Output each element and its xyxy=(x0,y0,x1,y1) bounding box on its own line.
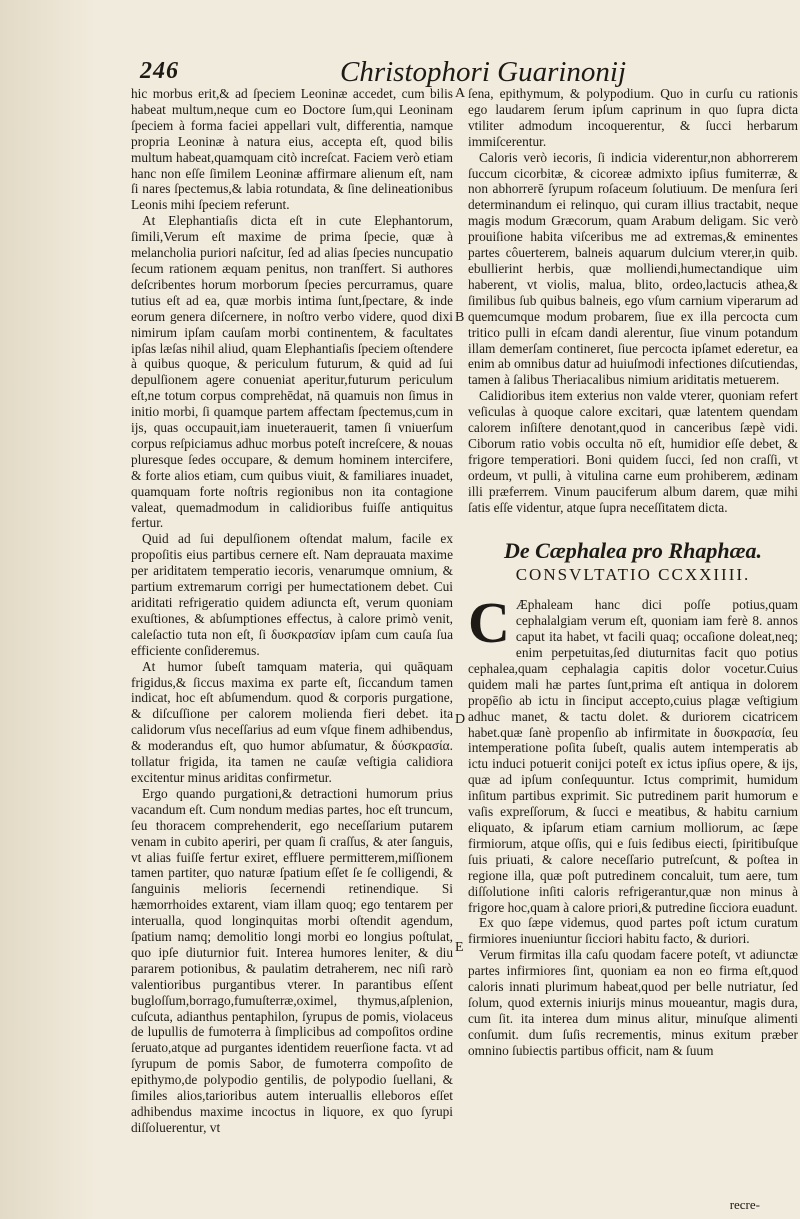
paragraph: Ergo quando purgationi,& detractioni humorum prius vacandum eſt. Cum nondum medias partes, hoc eſt truncum, ſeu thoracem comprehenderit, ego neceſſarium putarem venam in cubito aperiri, per quam ſi craſſus, & ater ſanguis, vt alias fuiſſe fertur exiret, effluere permitterem,miſſionem tamen partiter, quo naturæ ſpatium eſſet ſe ſe colligendi, & ſanguinis melioris ſecernendi retinendique. Si hæmorrhoides extarent, viam illam quoq; ego tentarem per interualla, quod longinquitas morbi oſtendit agendum, ſpatium namq; demolitio longi morbi eo longius poſtulat, quo ipſe diuturnior fuit. Interea humores leniter, & diu pararem potionibus, & paulatim detraherem, nec niſi rarò valentioribus purgantibus vterer. In parantibus eſſent bugloſſum,borrago,fumuſterræ,oximel, thymus,aſplenion, cuſcuta, adianthus pentaphilon, ſyrupus de pomis, violaceus de lupullis de fumoterra à ſimplicibus ad compoſitos ordine ſeruato,atque ad purgantes identidem reuerſione facta. vt ad ſyrupum de pomis Sabor, de fumoterra compoſito de epithymo,de polypodio gentilis, de polypodio ſuellani, & ſimiles alios,tarioribus autem interuallis elleboros eſſet adhibendus maxime incoctus in liquore, ex quo ſyrupi diſſoluerentur, vt xyxy=(131,785,453,1135)
margin-letter-e: E xyxy=(455,940,464,955)
paragraph: ſena, epithymum, & polypodium. Quo in curſu cu rationis ego laudarem ſerum ipſum caprinum in quo ſupra dicta vtiliter admodum incoquerentur, & ſucci herbarum immiſcerentur. xyxy=(468,86,798,149)
running-head: Christophori Guarinonij xyxy=(340,56,627,88)
paragraph: Verum firmitas illa caſu quodam facere poteſt, vt adiunctæ partes infirmiores ſint, quoniam ea non eo firma eſt,quod caloris innati plurimum habeat,quod per belle nutriatur, ſed ſolum, quod externis iniurijs minus moueantur, magis dura, cum ſit. ita interea dum minus alitur, minuſque alimenti conſumit. dum ſuſis recrementis, minus exitum præber omnino ſubiectis partibus officit, nam & ſuum xyxy=(468,947,798,1058)
paragraph: At humor ſubeſt tamquam materia, qui quāquam frigidus,& ſiccus maxima ex parte eſt, ſiccandum tamen indicat, hoc eſt abſumendum. quod & corporis purgatione, & diſcuſſione per calorem molienda fieri debet. ita calidorum vſus neceſſarius ad eum vſque finem adhibendus, & moderandus eſt, quo humor abſumatur, & δύσκρασία. tollatur frigida, ita tamen ne cauſæ veſtigia calidiora excitentur minus ariditas confirmetur. xyxy=(131,658,453,785)
margin-letter-b: B xyxy=(455,310,465,325)
paragraph: Calidioribus item exterius non valde vterer, quoniam refert veſiculas à quoque calore excitari, quæ latentem quendam calorem inſiſtere denotant,quod in canceribus ſæpè vidi. Ciborum ratio vobis occulta nō eſt, humidior eſſe debet, & frigore temperatiori. Boni quidem ſucci, ſed non craſſi, vt ordeum, vt pulli, à vitulina carne eum prohiberem, ædinam illi præferrem. Vinum pauciferum album darem, quæ mihi ſatis eſſe videntur, atque ſupra neceſſitatem dicta. xyxy=(468,388,798,515)
paragraph: hic morbus erit,& ad ſpeciem Leoninæ accedet, cum bilis habeat multum,neque cum eo Doctore ſum,qui Leoninam ſpeciem à forma faciei appellari vult, differentia, namque propria Leoninæ à natura eius, accepta eſt, quod bilis multum habeat,quamquam citò increſcat. Faciem verò etiam hanc non eſſe ſimilem Leoninæ affirmare alienum eſt, nam ſi nares ſpectemus,& labia rotundata, & ſine delineationibus Leonis mihi ſpeciem referunt. xyxy=(131,86,453,213)
drop-cap: C xyxy=(468,590,510,656)
right-column xyxy=(468,86,798,1216)
margin-letter-d: D xyxy=(455,712,466,727)
gutter-shadow xyxy=(0,0,95,1219)
page-number: 246 xyxy=(140,58,179,84)
consultatio-heading: CONSVLTATIO CCXXIIII. xyxy=(515,565,751,585)
paragraph xyxy=(468,590,798,915)
paragraph-text: Æphaleam hanc dici poſſe potius,quam cephalalgiam verum eſt, quoniam iam ferè 8. annos caput ita habet, vt facili quaq; occaſione doleat,neq; enim perpetuitas,ſed diuturnitas facit quo potius cephalea,quam cephalagia capitis dolor vocetur.Cuius quidem mali hæ partes ſunt,prima eſt antiqua in dolorem propēſio ab ictu in ſinciput accepto,cuius plagæ veſtigium adhuc manet, & tactu dolet. & duriorem cicatricem habet.quæ ſanè propenſio ab infirmitate in δυσκρασία, ſeu intemperatione poſita ſubeſt, qualis autem intemperatis ab ictu induci potuerit conijci poteſt ex ictus ipſius opere, & ijs, quæ ad ipſum conſequuntur. Ictus comprimit, humidum inſitum partibus exprimit. Sic putredinem parit humorum e vaſis expreſſorum, & ſucci e meatibus, & habitu carnium eliquato, & ipſarum etiam carnium molliorum, ac ſæpe firmiorum, atque oſſis, qui e ſuis ſedibus eiecti, ſpiritibuſque ſuis priuati, & calore neceſſario putreſcunt, & poſtea in regione illa, quæ poſt putredinem concaluit, tum aere, tum diſſolutione inſiti caloris refrigerantur,quæ non minus à frigore hoc,quam à calore priori,& putredine ſicciora euadunt. xyxy=(468,597,798,915)
section-title: De Cæphalea pro Rhaphæa. xyxy=(504,538,762,564)
left-column xyxy=(131,86,453,1216)
paragraph: Quid ad ſui depulſionem oſtendat malum, facile ex propoſitis eius partibus cernere eſt. Nam deprauata maxime per ariditatem temperatio iecoris, venarumque omnium, & partium extremarum corrigi per humectationem debet. Cui ariditati refrigeratio quidem adiuncta eſt, verum quoniam exuſtiones, & abſumptiones effectus, à calore primò venit, caleſactio tuta non eſt, ſi δυσκρασίαν ipſam cum cauſa ſua efficiente conſideremus. xyxy=(131,531,453,658)
catchword: recre- xyxy=(729,1197,760,1212)
paragraph: Caloris verò iecoris, ſi indicia viderentur,non abhorrerem ſuccum cicorbitæ, & cicoreæ admixto ipſius fumiterræ, & non abhorrerē ſyrupum roſaceum ſolutiuum. De menſura ſeri determinandum ei relinquo, qui curam illius tractabit, neque magis modum Græcorum, quam Arabum deligam. Sic verò prouiſione habita viſceribus me ad extremas,& eminentes partes côuerterem, balneis aquarum dulcium vterer,in quib. ebullierint herbis, quæ molliendi,humectandique uim haberent, vt violis, malua, blito, ordeo,lactucis athea,& ſimilibus ſub quibus balneis, ego vſum carnium viperarum ad quemcumque modum probarem, ſiue ex illa percocta cum tritico pulli in eſcam dandi alerentur, ſiue vinum potandum illam demerſam contineret, ſiue percocta ipſamet ederetur, ea enim ab omnibus datur ad huiuſmodi infectiones diſcutiendas, tamen à ſalibus Theriacalibus nimium ariditatis metuerem. xyxy=(468,149,798,388)
page-header xyxy=(140,50,800,90)
paragraph: Ex quo ſæpe videmus, quod partes poſt ictum curatum firmiores inueniuntur ſicciori habitu facto, & duriori. xyxy=(468,915,798,947)
margin-letter-a: A xyxy=(455,86,466,101)
paragraph: At Elephantiaſis dicta eſt in cute Elephantorum, ſimili,Verum eſt maxime de prima ſpecie, quæ à melancholia puriori naſcitur, ſed ad alias ſpecies nuncupatio ſecum rationem æquam penitus, non tranſfert. Si authores deſcribentes horum morborum ſpecies percurramus, quare tutius eſt ad ea, quæ morbis intima ſunt,ſpectare, & inde eorum genera diſcernere, in noſtro verbo videre, quod dixi nimirum ipſam cauſam morbi continentem, & facultates ipſas læſas nihil aliud, quam Elephantiaſis ſpeciem oſtendere à quibus quoque, & periculum futurum, & quid ad ſui depulſionem agere conueniat aperitur,futurum periculum eſt,ne totum corpus comprehēdat, nā quamuis non ſimus in initio morbi, ſi quamque partem affectam ſpectemus,cum in ijs, quas occupauit,iam inueterauerit, tamen ſi vniuerſum corpus reſpiciamus adhuc morbus poteſt increſcere, & nouas pluresque ſedes occupare, & demum hominem intercifere, & forte alios etiam, cum quibus viuit, & familiares inuadet, quamquam forte noſtris regionibus non ita contagione valeat, quemadmodum in calidioribus fuiſſe antiquitus fertur. xyxy=(131,213,453,531)
